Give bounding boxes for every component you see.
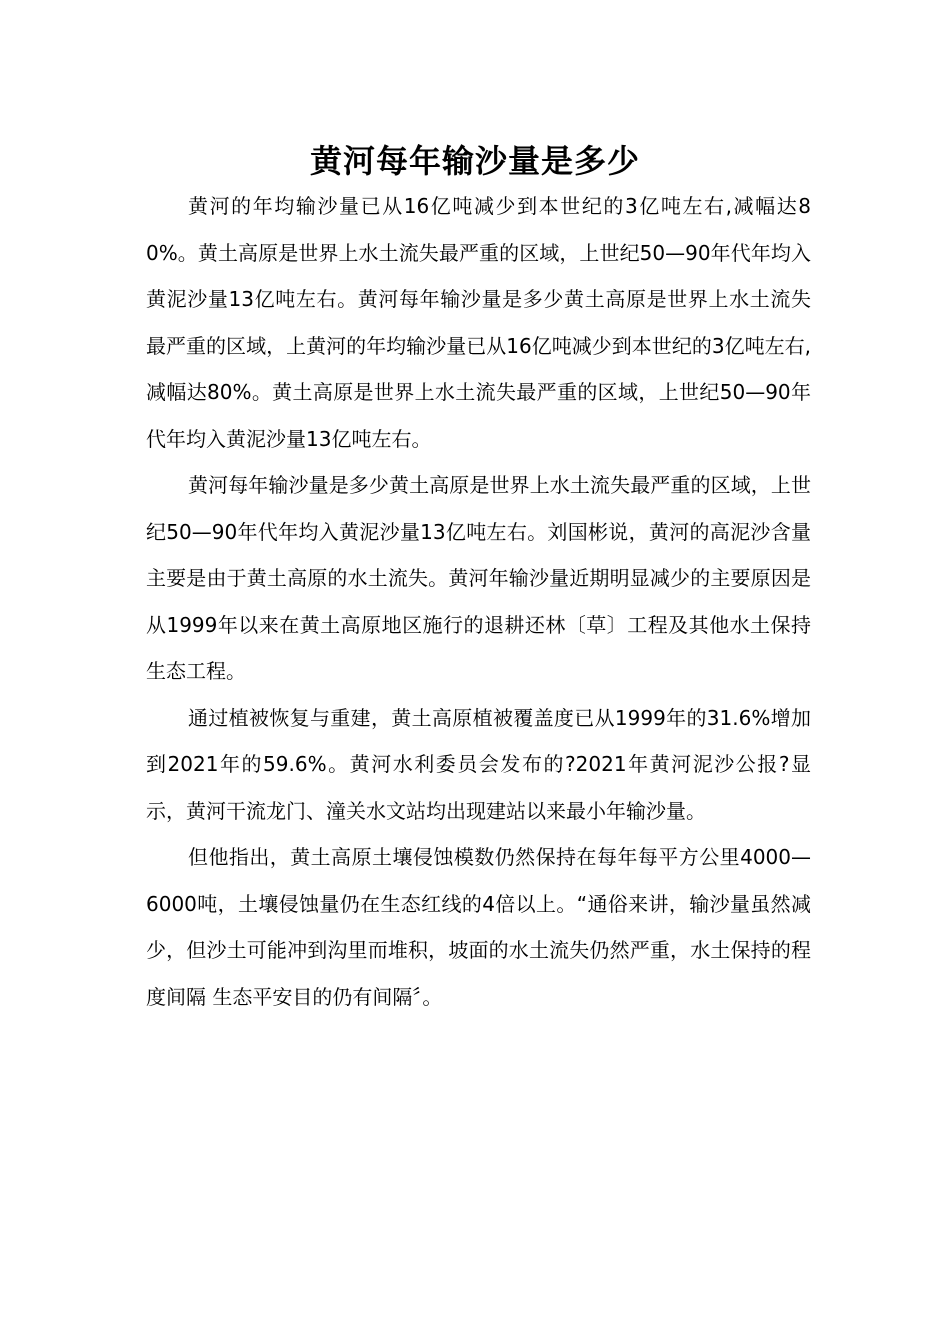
document-body (146, 183, 811, 1020)
paragraph-2: 黄河每年输沙量是多少黄土高原是世界上水土流失最严重的区域，上世纪50—90年代年均入黄泥沙量13亿吨左右。刘国彬说，黄河的高泥沙含量主要是由于黄土高原的水土流失。黄河年输沙量近期明显减少的主要原因是从1999年以来在黄土高原地区施行的退耕还林〔草〕工程及其他水土保持生态工程。 (146, 473, 811, 683)
paragraph-3: 通过植被恢复与重建，黄土高原植被覆盖度已从1999年的31.6%增加到2021年的59.6%。黄河水利委员会发布的?2021年黄河泥沙公报?显示，黄河干流龙门、潼关水文站均出现建站以来最小年输沙量。 (146, 705, 811, 823)
paragraph-4: 但他指出，黄土高原土壤侵蚀模数仍然保持在每年每平方公里4000—6000吨，土壤侵蚀量仍在生态红线的4倍以上。“通俗来讲，输沙量虽然减少，但沙土可能冲到沟里而堆积，坡面的水土流失仍然严重，水土保持的程度间隔 生态平安目的仍有间隔〞。 (146, 845, 811, 1009)
paragraph-1: 黄河的年均输沙量已从16亿吨减少到本世纪的3亿吨左右,减幅达80%。黄土高原是世界上水土流失最严重的区域，上世纪50—90年代年均入黄泥沙量13亿吨左右。黄河每年输沙量是多少黄土高原是世界上水土流失最严重的区域，上黄河的年均输沙量已从16亿吨减少到本世纪的3亿吨左右,减幅达80%。黄土高原是世界上水土流失最严重的区域，上世纪50—90年代年均入黄泥沙量13亿吨左右。 (146, 194, 811, 451)
document-title: 黄河每年输沙量是多少 (309, 142, 640, 181)
